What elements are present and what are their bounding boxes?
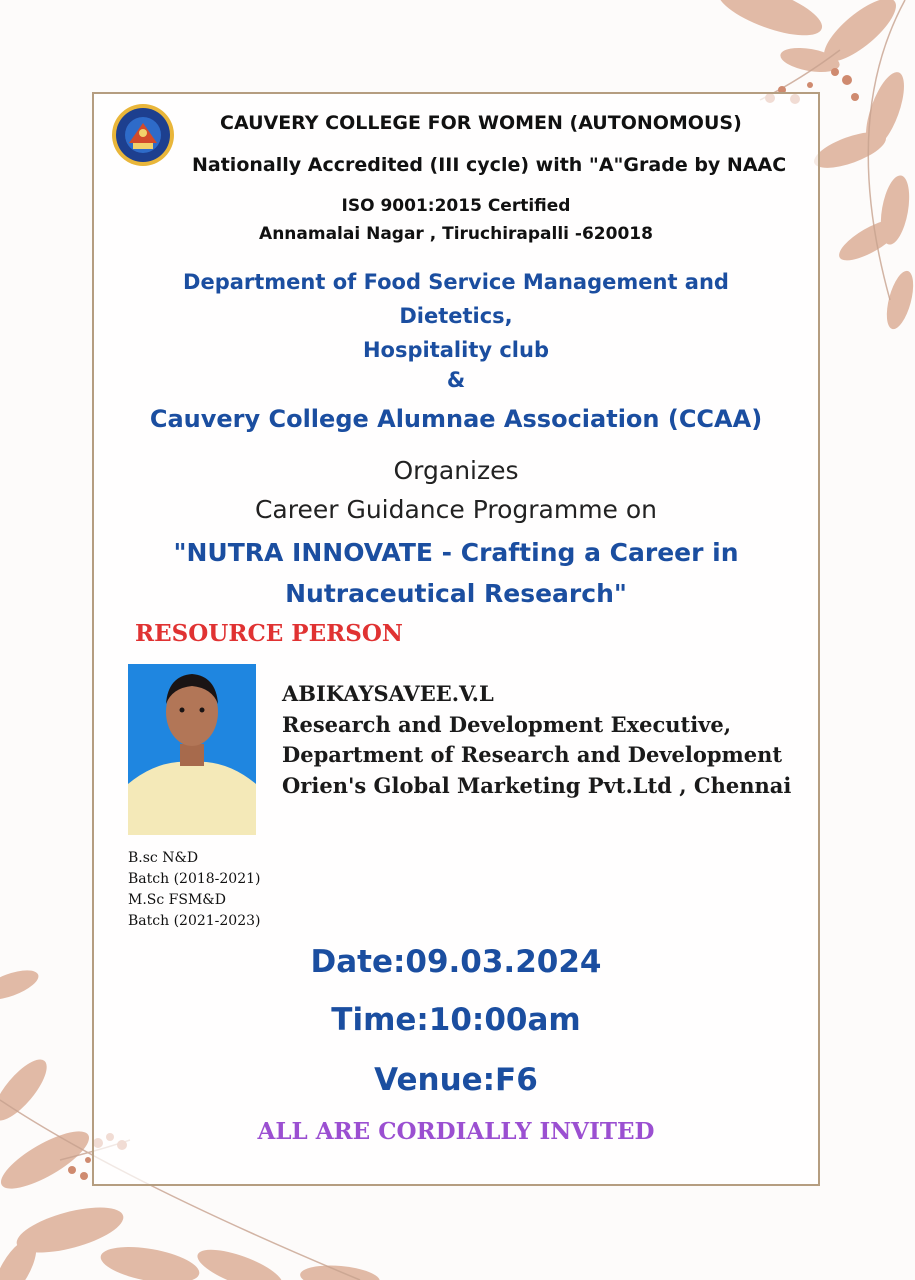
qualifications: [128, 848, 260, 932]
resource-person-details: [282, 679, 791, 801]
resource-person-photo: [128, 664, 256, 835]
resource-person-company: Orien's Global Marketing Pvt.Ltd , Chennai: [282, 772, 792, 798]
qualification-item: B.sc N&D: [128, 850, 199, 866]
college-logo: [111, 103, 175, 167]
department-name-line1: Department of Food Service Management and: [183, 270, 729, 294]
qualification-item: M.Sc FSM&D: [128, 892, 226, 908]
alumnae-association: Cauvery College Alumnae Association (CCAA): [149, 405, 763, 433]
programme-label: Career Guidance Programme on: [254, 495, 658, 524]
qualification-item: Batch (2021-2023): [128, 913, 261, 929]
iso-certification: ISO 9001:2015 Certified: [341, 196, 571, 216]
resource-person-department: Department of Research and Development: [282, 742, 783, 767]
department-name-line2: Dietetics,: [399, 304, 513, 328]
resource-person-name: ABIKAYSAVEE.V.L: [282, 681, 494, 706]
resource-person-heading: RESOURCE PERSON: [135, 620, 403, 647]
event-date: Date:09.03.2024: [310, 944, 602, 980]
event-time: Time:10:00am: [331, 1002, 581, 1038]
cordial-invitation: ALL ARE CORDIALLY INVITED: [257, 1118, 655, 1145]
qualification-item: Batch (2018-2021): [128, 871, 261, 887]
event-title-line2: Nutraceutical Research": [285, 579, 627, 608]
college-address: Annamalai Nagar , Tiruchirapalli -620018: [259, 224, 653, 244]
event-title-line1: "NUTRA INNOVATE - Crafting a Career in: [173, 538, 739, 567]
accreditation: Nationally Accredited (III cycle) with "A"Grade by NAAC: [192, 154, 787, 176]
ampersand: &: [446, 368, 466, 392]
event-venue: Venue:F6: [374, 1062, 538, 1098]
college-name: CAUVERY COLLEGE FOR WOMEN (AUTONOMOUS): [220, 112, 742, 134]
hospitality-club: Hospitality club: [362, 338, 549, 362]
resource-person-role: Research and Development Executive,: [282, 711, 732, 737]
organizes-label: Organizes: [393, 456, 519, 485]
